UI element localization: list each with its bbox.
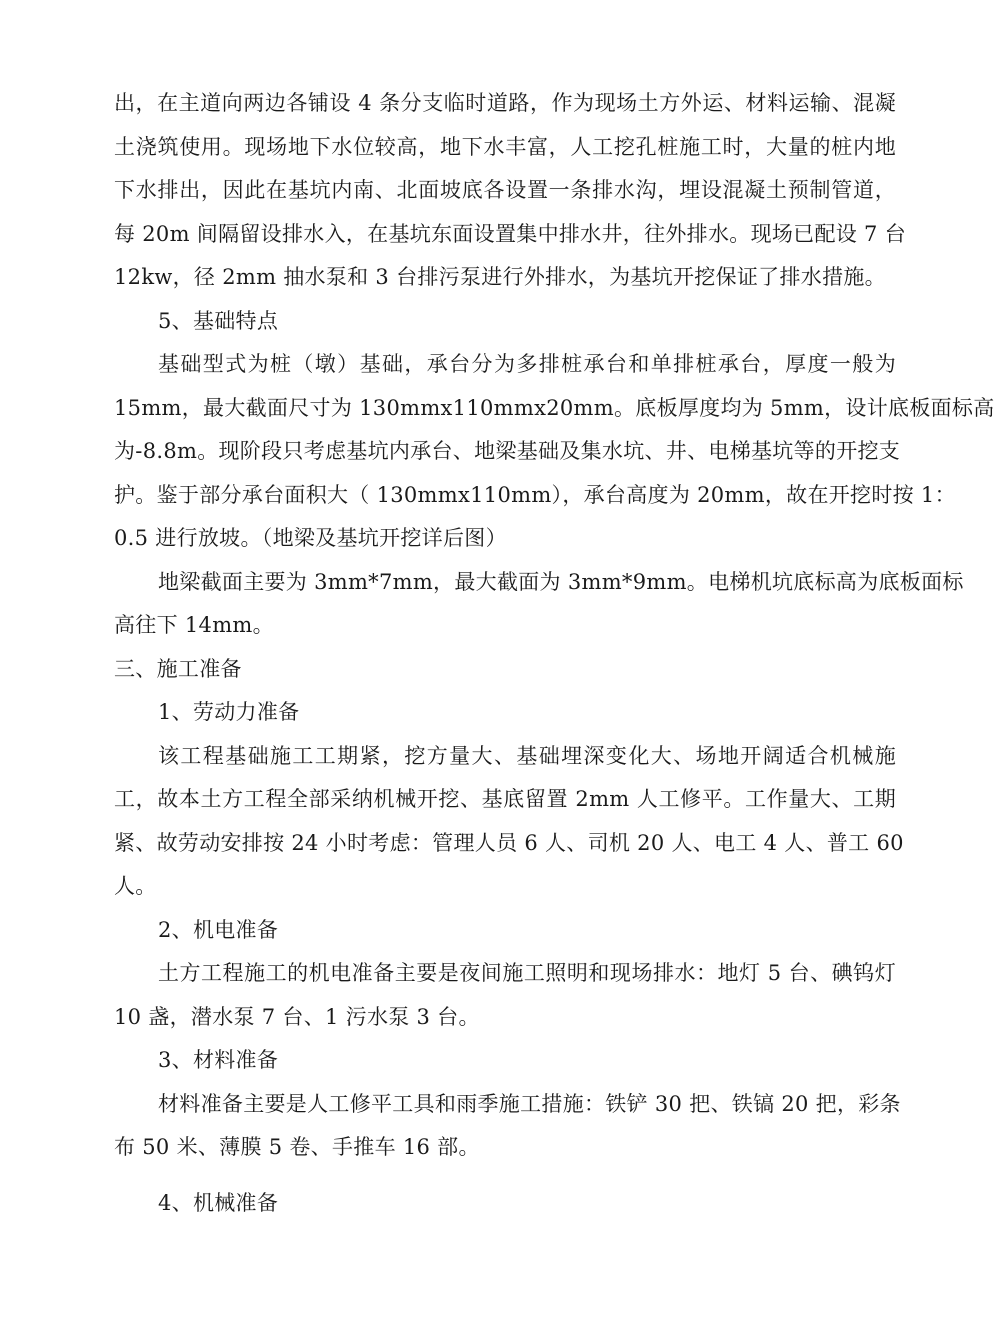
heading-foundation-features: 5、基础特点 [158, 308, 279, 333]
text-line: 人。 [114, 874, 157, 898]
heading-machinery-prep: 4、机械准备 [158, 1190, 279, 1215]
text-line: 高往下 14mm。 [114, 613, 274, 637]
paragraph-labor [114, 735, 904, 909]
text-line: 工，故本土方工程全部采纳机械开挖、基底留置 2mm 人工修平。工作量大、工期 [114, 787, 896, 811]
text-line: 地梁截面主要为 3mm*7mm，最大截面为 3mm*9mm。电梯机坑底标高为底板面标 [158, 569, 964, 594]
paragraph-materials [114, 1083, 901, 1170]
paragraph-drainage [114, 82, 906, 300]
text-line: 0.5 进行放坡。（地梁及基坑开挖详后图） [114, 526, 507, 550]
text-line: 12kw，径 2mm 抽水泵和 3 台排污泵进行外排水，为基坑开挖保证了排水措施。 [114, 265, 886, 289]
text-line: 该工程基础施工工期紧，挖方量大、基础埋深变化大、场地开阔适合机械施 [158, 743, 896, 768]
paragraph-electromechanical [114, 952, 896, 1039]
heading-labor-prep: 1、劳动力准备 [158, 700, 300, 724]
text-line: 出，在主道向两边各铺设 4 条分支临时道路，作为现场土方外运、材料运输、混凝 [114, 91, 896, 115]
document-page [114, 82, 995, 1225]
paragraph-foundation-type [114, 343, 995, 561]
text-line: 下水排出，因此在基坑内南、北面坡底各设置一条排水沟，埋设混凝土预制管道， [114, 178, 896, 202]
text-line: 15mm，最大截面尺寸为 130mmx110mmx20mm。底板厚度均为 5mm，设计底板面标高 [114, 395, 995, 420]
text-line: 基础型式为桩（墩）基础，承台分为多排桩承台和单排桩承台，厚度一般为 [158, 352, 896, 376]
text-line: 每 20m 间隔留设排水入，在基坑东面设置集中排水井，往外排水。现场已配设 7 台 [114, 221, 906, 246]
text-line: 布 50 米、薄膜 5 卷、手推车 16 部。 [114, 1135, 480, 1159]
paragraph-ground-beam [114, 561, 964, 648]
text-line: 土方工程施工的机电准备主要是夜间施工照明和现场排水：地灯 5 台、碘钨灯 [158, 961, 896, 985]
text-line: 护。鉴于部分承台面积大（ 130mmx110mm），承台高度为 20mm，故在开挖时按 1： [114, 482, 956, 507]
text-line: 土浇筑使用。现场地下水位较高，地下水丰富，人工挖孔桩施工时，大量的桩内地 [114, 134, 896, 159]
spacer [114, 1170, 896, 1182]
heading-materials-prep: 3、材料准备 [158, 1048, 279, 1072]
text-line: 为-8.8m。现阶段只考虑基坑内承台、地梁基础及集水坑、井、电梯基坑等的开挖支 [114, 439, 901, 463]
text-line: 紧、故劳动安排按 24 小时考虑：管理人员 6 人、司机 20 人、电工 4 人、普工 60 [114, 830, 904, 855]
text-line: 10 盏，潜水泵 7 台、1 污水泵 3 台。 [114, 1004, 480, 1029]
section-heading-construction-prep: 三、施工准备 [114, 656, 242, 681]
text-line: 材料准备主要是人工修平工具和雨季施工措施：铁铲 30 把、铁镐 20 把，彩条 [158, 1091, 901, 1116]
heading-electromechanical-prep: 2、机电准备 [158, 917, 279, 942]
